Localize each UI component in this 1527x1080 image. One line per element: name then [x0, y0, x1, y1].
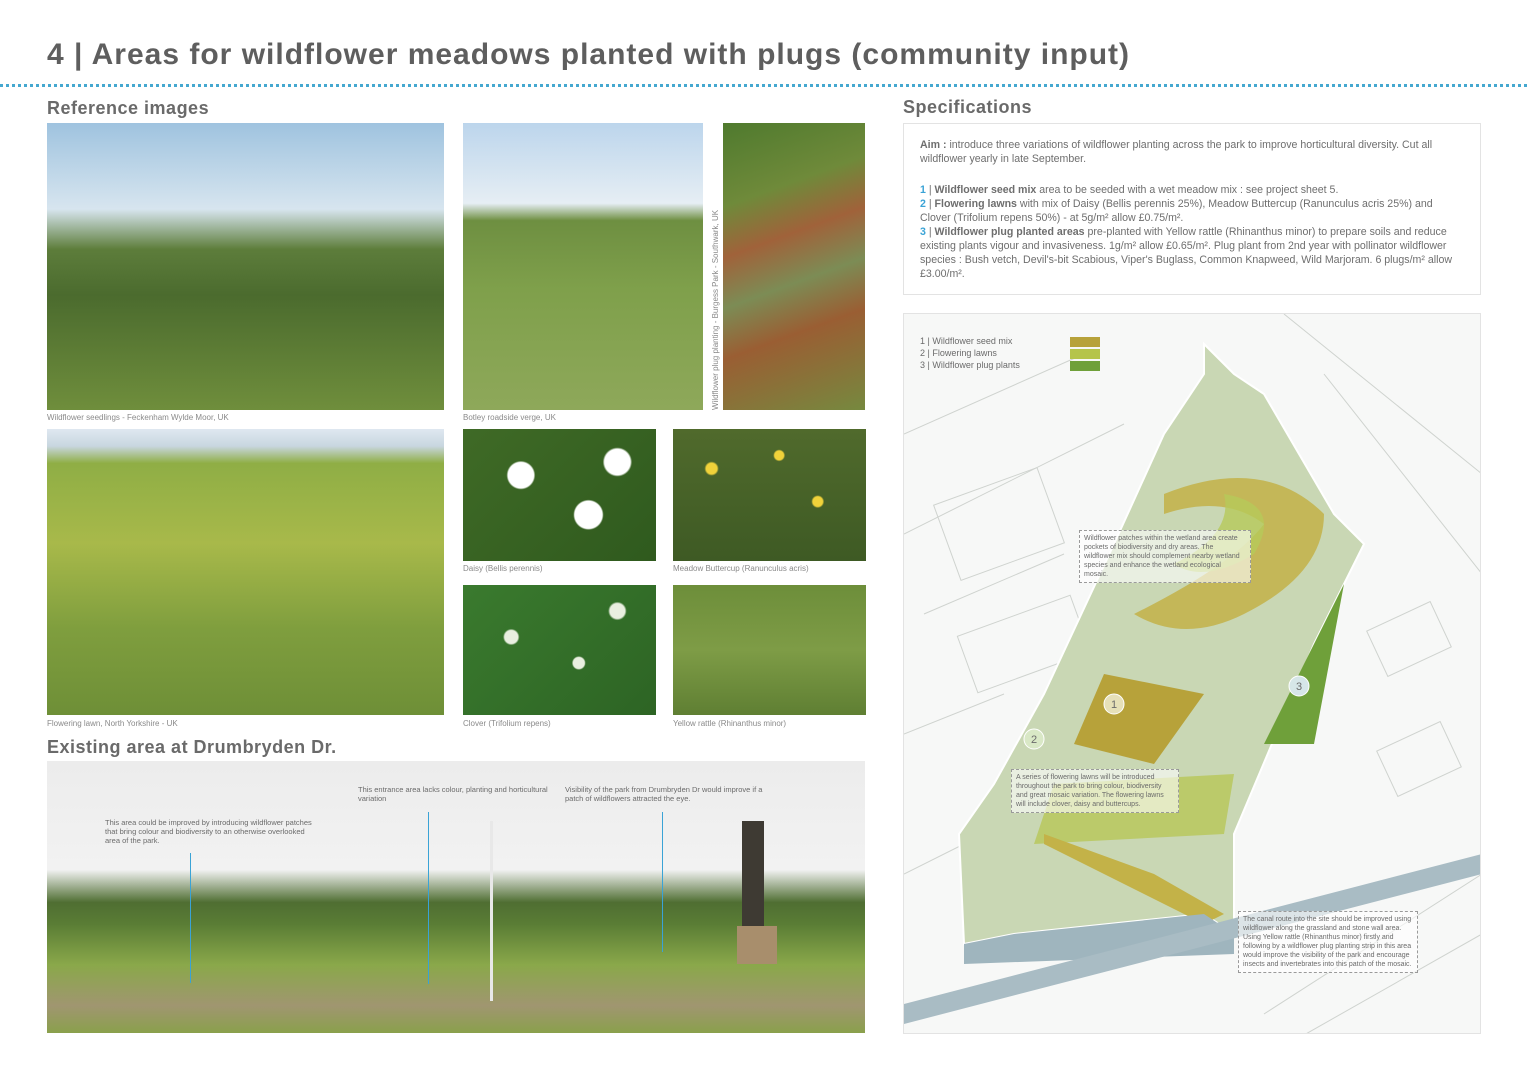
spec-aim-label: Aim : [920, 139, 947, 151]
existing-note-leader [662, 812, 663, 952]
legend-label-2: 2 | Flowering lawns [920, 348, 997, 358]
legend-swatch-3 [1070, 361, 1100, 371]
map-note-flowering-lawns: A series of flowering lawns will be introduced throughout the park to bring colour, biodiversity and great mosaic variation. The flowering lawns will include clover, daisy and buttercups. [1011, 769, 1179, 813]
photo-caption: Daisy (Bellis perennis) [463, 564, 543, 573]
photo-caption: Wildflower seedlings - Feckenham Wylde Moor, UK [47, 413, 229, 422]
spec-item-text: with mix of Daisy (Bellis perennis 25%), Meadow Buttercup (Ranunculus acris 25%) and Clover (Trifolium repens 50%) - at 5g/m² allow £0.75/m². [920, 198, 1433, 224]
spec-item-label: Wildflower seed mix [934, 184, 1037, 196]
existing-note-leader [190, 853, 191, 983]
existing-area-heading: Existing area at Drumbryden Dr. [47, 737, 337, 757]
spec-item-separator: | [925, 198, 935, 210]
spec-item-number: 3 [920, 226, 926, 238]
spec-item-text: pre-planted with Yellow rattle (Rhinanthus minor) to prepare soils and reduce existing plants vigour and invasiveness. 1g/m² allow £0.65/m². Plug plant from 2nd year with pollinator wildflower species : Bush vetch, Devil's-bit Scabious, Viper's Buglass, Common Knapweed, Wild Marjoram. 6 plugs/m² allow £3.00/m². [920, 226, 1452, 280]
map-note-canal-route: The canal route into the site should be improved using wildflower along the grassland and stone wall area. Using Yellow rattle (Rhinanthus minor) firstly and following by a wildflower plug planting strip in this area would improve the visibility of the park and encourage insects and invertebrates into this patch of the mosaic. [1238, 911, 1418, 973]
photo-caption: Botley roadside verge, UK [463, 413, 556, 422]
photo-caption: Yellow rattle (Rhinanthus minor) [673, 719, 787, 728]
spec-item-label: Flowering lawns [934, 198, 1017, 210]
legend-swatch-2 [1070, 349, 1100, 359]
spec-list [920, 183, 1465, 281]
spec-aim [920, 138, 1440, 166]
reference-images-heading: Reference images [47, 98, 210, 118]
spec-item-text: area to be seeded with a wet meadow mix : see project sheet 5. [1036, 184, 1339, 196]
photo-feckenham-meadow [47, 123, 444, 410]
spec-item-3 [920, 225, 1465, 281]
existing-note-leader [428, 812, 429, 984]
photo-clover [463, 585, 656, 715]
map-note-wetland: Wildflower patches within the wetland area create pockets of biodiversity and dry areas. The wildflower mix should complement nearby wetland species and enhance the wetland ecological mosaic. [1079, 530, 1251, 583]
photo-caption: Meadow Buttercup (Ranunculus acris) [673, 564, 809, 573]
photo-caption: Clover (Trifolium repens) [463, 719, 551, 728]
photo-daisy [463, 429, 656, 561]
title-divider [0, 84, 1527, 87]
specifications-box [903, 123, 1481, 295]
photo-meadow-buttercup [673, 429, 866, 561]
spec-item-1 [920, 183, 1465, 197]
legend-swatch-1 [1070, 337, 1100, 347]
spec-item-number: 1 [920, 184, 926, 196]
photo-flowering-lawn [47, 429, 444, 715]
photo-botley-verge [463, 123, 703, 410]
sculpture-base-shape [737, 926, 777, 964]
spec-item-label: Wildflower plug planted areas [934, 226, 1085, 238]
spec-item-2 [920, 197, 1465, 225]
specifications-heading: Specifications [903, 97, 1033, 117]
site-map [903, 313, 1481, 1034]
spec-aim-text: introduce three variations of wildflower planting across the park to improve horticultural diversity. Cut all wildflower yearly in late September. [920, 139, 1433, 165]
legend-label-1: 1 | Wildflower seed mix [920, 336, 1013, 346]
existing-note-right: Visibility of the park from Drumbryden Dr would improve if a patch of wildflowers attracted the eye. [565, 785, 763, 803]
map-marker-label: 2 [1030, 734, 1038, 746]
map-marker-label: 3 [1295, 681, 1303, 693]
photo-yellow-rattle [673, 585, 866, 715]
existing-note-middle: This entrance area lacks colour, planting and horticultural variation [358, 785, 548, 803]
photo-caption-vertical: Wildflower plug planting - Burgess Park - Southwark, UK [711, 209, 720, 410]
map-marker-label: 1 [1110, 699, 1118, 711]
existing-note-left: This area could be improved by introducing wildflower patches that bring colour and biodiversity to an otherwise overlooked area of the park. [105, 818, 312, 845]
spec-item-number: 2 [920, 198, 926, 210]
sculpture-shape [742, 821, 764, 941]
photo-burgess-park [723, 123, 865, 410]
page-title: 4 | Areas for wildflower meadows planted with plugs (community input) [47, 38, 1131, 71]
flagpole-shape [490, 821, 493, 1001]
legend-label-3: 3 | Wildflower plug plants [920, 360, 1020, 370]
photo-caption: Flowering lawn, North Yorkshire - UK [47, 719, 178, 728]
spec-item-separator: | [925, 226, 935, 238]
spec-item-separator: | [925, 184, 935, 196]
